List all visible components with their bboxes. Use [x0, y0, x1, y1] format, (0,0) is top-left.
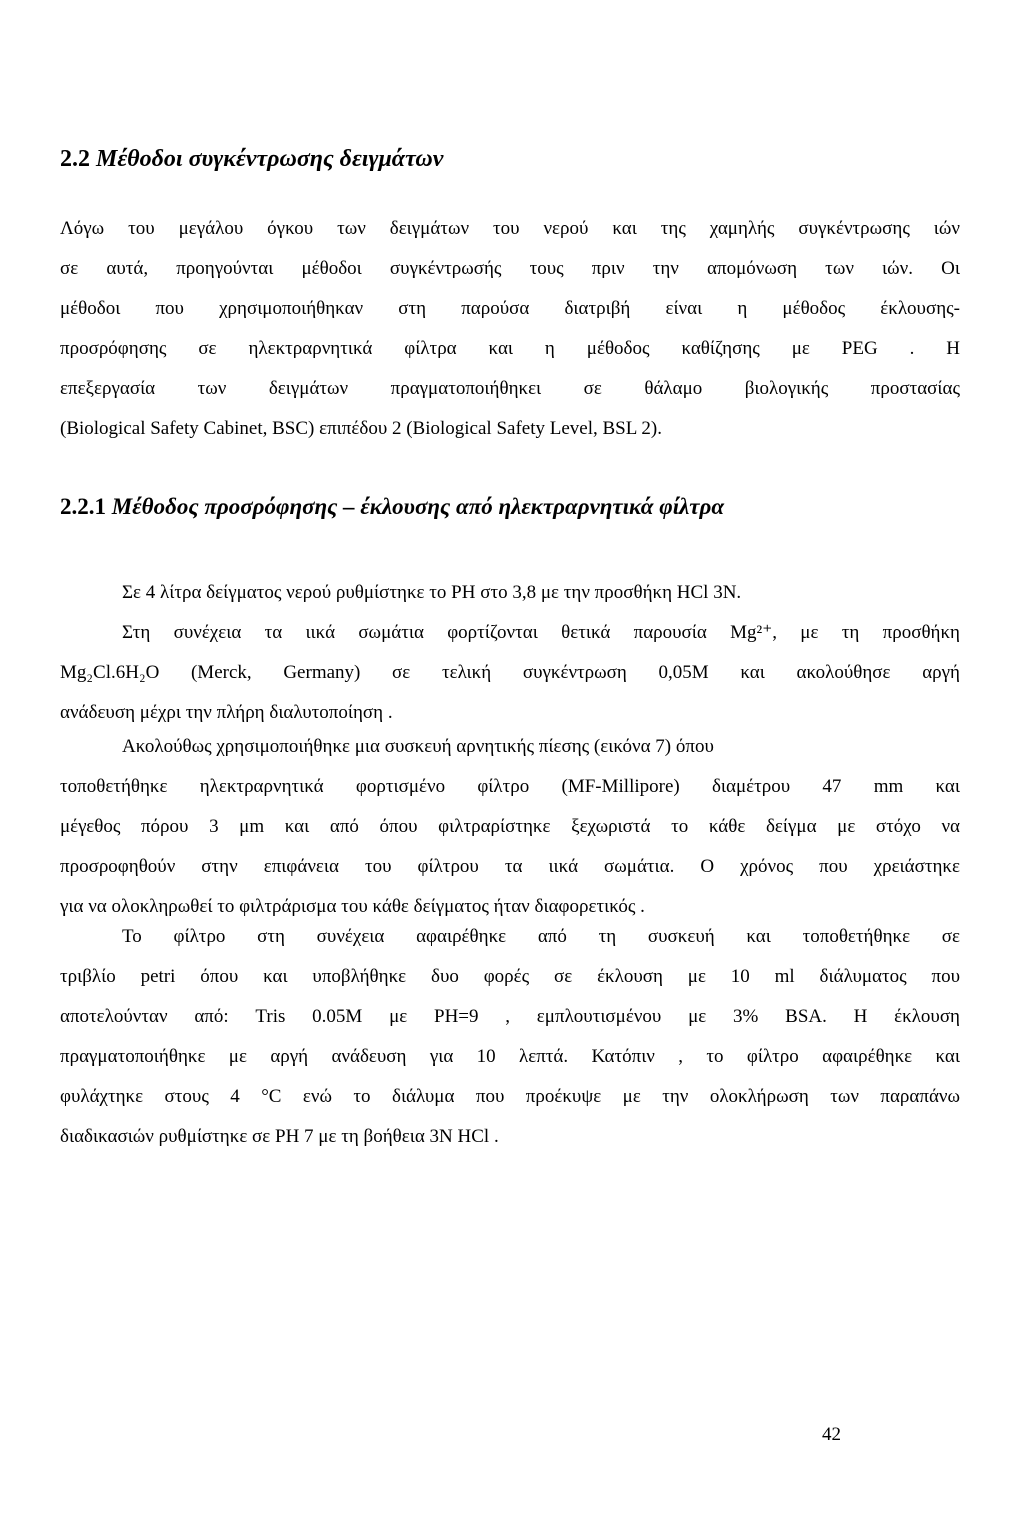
section-number: 2.2: [60, 146, 90, 172]
paragraph-line: αποτελούνταν από: Tris 0.05M με PH=9 , εμπλουτισμένου με 3% BSA. Η έκλουση: [60, 1006, 960, 1027]
paragraph-line: φυλάχτηκε στους 4 °C ενώ το διάλυμα που προέκυψε με την ολοκλήρωση των παραπάνω: [60, 1086, 960, 1107]
paragraph-line: ανάδευση μέχρι την πλήρη διαλυτοποίηση .: [60, 702, 393, 723]
paragraph-line: τοποθετήθηκε ηλεκτραρνητικά φορτισμένο φίλτρο (MF-Millipore) διαμέτρου 47 mm και: [60, 776, 960, 797]
subsection-number: 2.2.1: [60, 494, 106, 519]
subsection-title: Μέθοδος προσρόφησης – έκλουσης από ηλεκτραρνητικά φίλτρα: [111, 494, 725, 519]
section-heading: [60, 146, 443, 173]
section-title: Μέθοδοι συγκέντρωσης δειγμάτων: [96, 146, 444, 172]
paragraph-line: για να ολοκληρωθεί το φιλτράρισμα του κάθε δείγματος ήταν διαφορετικός .: [60, 896, 645, 917]
paragraph-line: Σε 4 λίτρα δείγματος νερού ρυθμίστηκε το PH στο 3,8 με την προσθήκη HCl 3N.: [122, 582, 742, 603]
paragraph-line: Λόγω του μεγάλου όγκου των δειγμάτων του νερού και της χαμηλής συγκέντρωσης ιών: [60, 218, 960, 239]
paragraph-line: τριβλίο petri όπου και υποβλήθηκε δυο φορές σε έκλουση με 10 ml διάλυματος που: [60, 966, 960, 987]
paragraph-line: σε αυτά, προηγούνται μέθοδοι συγκέντρωσής τους πριν την απομόνωση των ιών. Οι: [60, 258, 960, 279]
paragraph-line: επεξεργασία των δειγμάτων πραγματοποιήθηκει σε θάλαμο βιολογικής προστασίας: [60, 378, 960, 399]
paragraph-line: Στη συνέχεια τα ιικά σωμάτια φορτίζονται θετικά παρουσία Mg²⁺, με τη προσθήκη: [122, 622, 960, 643]
paragraph-line: (Biological Safety Cabinet, BSC) επιπέδου 2 (Biological Safety Level, BSL 2).: [60, 418, 662, 439]
paragraph-line: Ακολούθως χρησιμοποιήθηκε μια συσκευή αρνητικής πίεσης (εικόνα 7) όπου: [122, 736, 714, 757]
paragraph-line: προσροφηθούν στην επιφάνεια του φίλτρου τα ιικά σωμάτια. Ο χρόνος που χρειάστηκε: [60, 856, 960, 877]
subsection-heading: [60, 494, 724, 520]
paragraph-line: μέθοδοι που χρησιμοποιήθηκαν στη παρούσα διατριβή είναι η μέθοδος έκλουσης-: [60, 298, 960, 319]
paragraph-line: Το φίλτρο στη συνέχεια αφαιρέθηκε από τη συσκευή και τοποθετήθηκε σε: [122, 926, 960, 947]
paragraph-line: Mg₂Cl.6H₂O (Merck, Germany) σε τελική συγκέντρωση 0,05M και ακολούθησε αργή: [60, 662, 960, 683]
page-number: 42: [822, 1424, 841, 1445]
paragraph-line: πραγματοποιήθηκε με αργή ανάδευση για 10 λεπτά. Κατόπιν , το φίλτρο αφαιρέθηκε και: [60, 1046, 960, 1067]
paragraph-line: μέγεθος πόρου 3 μm και από όπου φιλτραρίστηκε ξεχωριστά το κάθε δείγμα με στόχο να: [60, 816, 960, 837]
paragraph-line: προσρόφησης σε ηλεκτραρνητικά φίλτρα και η μέθοδος καθίζησης με PEG . Η: [60, 338, 960, 359]
paragraph-line: διαδικασιών ρυθμίστηκε σε PH 7 με τη βοήθεια 3N HCl .: [60, 1126, 499, 1147]
